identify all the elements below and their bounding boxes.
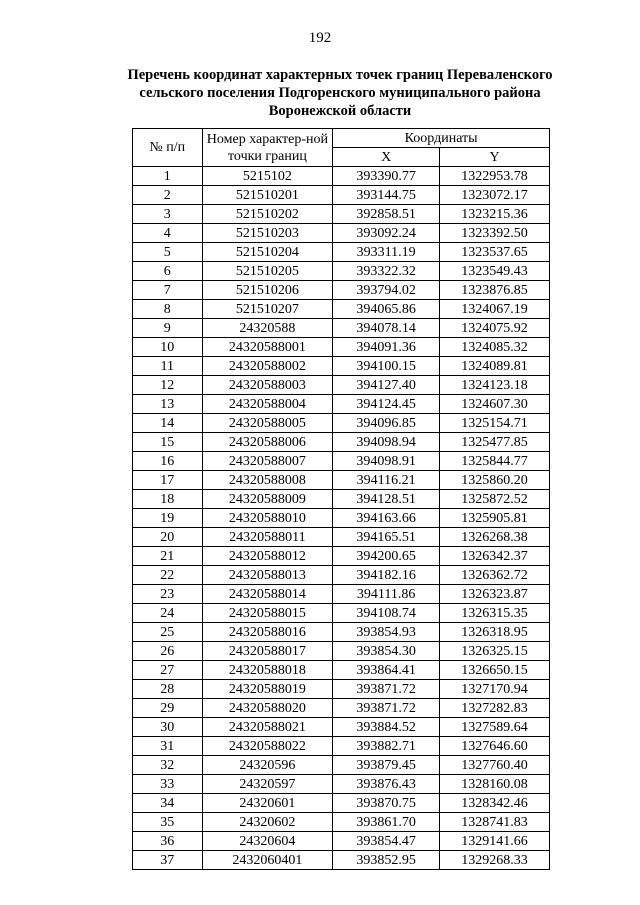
- row-y: 1325154.71: [440, 414, 550, 433]
- row-y: 1323876.85: [440, 281, 550, 300]
- row-x: 394163.66: [333, 509, 440, 528]
- row-y: 1327646.60: [440, 737, 550, 756]
- row-y: 1324085.32: [440, 338, 550, 357]
- row-num: 17: [133, 471, 203, 490]
- row-x: 394116.21: [333, 471, 440, 490]
- row-x: 394098.94: [333, 433, 440, 452]
- row-x: 394100.15: [333, 357, 440, 376]
- row-x: 393854.30: [333, 642, 440, 661]
- row-x: 394165.51: [333, 528, 440, 547]
- table-row: [133, 642, 550, 661]
- row-y: 1325477.85: [440, 433, 550, 452]
- row-x: 393144.75: [333, 186, 440, 205]
- row-num: 5: [133, 243, 203, 262]
- row-point: 24320588020: [202, 699, 333, 718]
- row-num: 9: [133, 319, 203, 338]
- row-num: 18: [133, 490, 203, 509]
- table-row: [133, 167, 550, 186]
- table-row: [133, 452, 550, 471]
- row-x: 393871.72: [333, 680, 440, 699]
- row-y: 1322953.78: [440, 167, 550, 186]
- header-num: № п/п: [133, 129, 203, 167]
- row-y: 1327589.64: [440, 718, 550, 737]
- row-num: 33: [133, 775, 203, 794]
- row-point: 24320588002: [202, 357, 333, 376]
- row-y: 1324067.19: [440, 300, 550, 319]
- table-row: [133, 395, 550, 414]
- row-x: 393864.41: [333, 661, 440, 680]
- table-row: [133, 414, 550, 433]
- row-y: 1328741.83: [440, 813, 550, 832]
- row-x: 393876.43: [333, 775, 440, 794]
- row-point: 24320588009: [202, 490, 333, 509]
- row-y: 1329141.66: [440, 832, 550, 851]
- row-point: 24320588021: [202, 718, 333, 737]
- row-y: 1326325.15: [440, 642, 550, 661]
- row-num: 7: [133, 281, 203, 300]
- row-point: 24320604: [202, 832, 333, 851]
- row-num: 31: [133, 737, 203, 756]
- row-num: 28: [133, 680, 203, 699]
- row-y: 1324089.81: [440, 357, 550, 376]
- row-num: 26: [133, 642, 203, 661]
- table-row: [133, 623, 550, 642]
- row-point: 521510202: [202, 205, 333, 224]
- row-num: 29: [133, 699, 203, 718]
- row-point: 521510203: [202, 224, 333, 243]
- row-point: 24320588: [202, 319, 333, 338]
- row-y: 1329268.33: [440, 851, 550, 870]
- row-y: 1323392.50: [440, 224, 550, 243]
- row-y: 1326362.72: [440, 566, 550, 585]
- table-row: [133, 756, 550, 775]
- table-row: [133, 509, 550, 528]
- row-x: 393322.32: [333, 262, 440, 281]
- row-num: 10: [133, 338, 203, 357]
- row-y: 1326650.15: [440, 661, 550, 680]
- row-num: 2: [133, 186, 203, 205]
- table-row: [133, 262, 550, 281]
- header-y: Y: [440, 148, 550, 167]
- row-point: 24320588011: [202, 528, 333, 547]
- table-row: [133, 718, 550, 737]
- row-point: 24320588016: [202, 623, 333, 642]
- row-num: 30: [133, 718, 203, 737]
- row-point: 24320588001: [202, 338, 333, 357]
- row-num: 35: [133, 813, 203, 832]
- row-x: 394098.91: [333, 452, 440, 471]
- row-x: 393879.45: [333, 756, 440, 775]
- row-x: 394124.45: [333, 395, 440, 414]
- row-point: 24320588007: [202, 452, 333, 471]
- table-row: [133, 243, 550, 262]
- row-num: 20: [133, 528, 203, 547]
- row-num: 11: [133, 357, 203, 376]
- table-row: [133, 794, 550, 813]
- table-row: [133, 376, 550, 395]
- row-y: 1326315.35: [440, 604, 550, 623]
- row-x: 394111.86: [333, 585, 440, 604]
- row-point: 5215102: [202, 167, 333, 186]
- table-row: [133, 851, 550, 870]
- table-row: [133, 319, 550, 338]
- table-row: [133, 528, 550, 547]
- row-x: 393884.52: [333, 718, 440, 737]
- row-y: 1325905.81: [440, 509, 550, 528]
- row-point: 24320602: [202, 813, 333, 832]
- row-y: 1325860.20: [440, 471, 550, 490]
- row-x: 394078.14: [333, 319, 440, 338]
- row-point: 24320588008: [202, 471, 333, 490]
- row-y: 1326323.87: [440, 585, 550, 604]
- table-row: [133, 281, 550, 300]
- row-y: 1327282.83: [440, 699, 550, 718]
- row-num: 12: [133, 376, 203, 395]
- row-x: 394182.16: [333, 566, 440, 585]
- row-num: 21: [133, 547, 203, 566]
- row-num: 27: [133, 661, 203, 680]
- header-point: Номер характер-ной точки границ: [202, 129, 333, 167]
- row-point: 24320588010: [202, 509, 333, 528]
- row-num: 4: [133, 224, 203, 243]
- row-num: 23: [133, 585, 203, 604]
- row-num: 24: [133, 604, 203, 623]
- row-num: 25: [133, 623, 203, 642]
- row-y: 1325844.77: [440, 452, 550, 471]
- row-num: 34: [133, 794, 203, 813]
- row-y: 1324075.92: [440, 319, 550, 338]
- row-point: 24320588017: [202, 642, 333, 661]
- header-coords: Координаты: [333, 129, 550, 148]
- row-num: 16: [133, 452, 203, 471]
- row-point: 521510207: [202, 300, 333, 319]
- row-x: 393870.75: [333, 794, 440, 813]
- row-point: 24320588006: [202, 433, 333, 452]
- table-row: [133, 490, 550, 509]
- row-x: 393311.19: [333, 243, 440, 262]
- row-y: 1323072.17: [440, 186, 550, 205]
- row-x: 393871.72: [333, 699, 440, 718]
- row-point: 24320588012: [202, 547, 333, 566]
- row-point: 521510204: [202, 243, 333, 262]
- row-point: 24320588022: [202, 737, 333, 756]
- row-num: 19: [133, 509, 203, 528]
- table-row: [133, 186, 550, 205]
- table-row: [133, 566, 550, 585]
- row-x: 393854.47: [333, 832, 440, 851]
- table-row: [133, 604, 550, 623]
- table-row: [133, 547, 550, 566]
- row-point: 24320588015: [202, 604, 333, 623]
- row-point: 24320596: [202, 756, 333, 775]
- row-x: 394091.36: [333, 338, 440, 357]
- row-y: 1324123.18: [440, 376, 550, 395]
- header-x: X: [333, 148, 440, 167]
- row-y: 1323215.36: [440, 205, 550, 224]
- row-num: 13: [133, 395, 203, 414]
- row-y: 1326318.95: [440, 623, 550, 642]
- row-point: 521510206: [202, 281, 333, 300]
- row-y: 1327170.94: [440, 680, 550, 699]
- row-num: 14: [133, 414, 203, 433]
- document-title: Перечень координат характерных точек границ Переваленского сельского поселения Подгоренского муниципального района Воронежской области: [127, 67, 553, 119]
- table-row: [133, 699, 550, 718]
- row-num: 22: [133, 566, 203, 585]
- row-num: 8: [133, 300, 203, 319]
- table-row: [133, 300, 550, 319]
- row-x: 394127.40: [333, 376, 440, 395]
- table-row: [133, 661, 550, 680]
- table-row: [133, 585, 550, 604]
- row-num: 1: [133, 167, 203, 186]
- row-y: 1328342.46: [440, 794, 550, 813]
- row-num: 6: [133, 262, 203, 281]
- row-x: 393390.77: [333, 167, 440, 186]
- row-point: 24320588014: [202, 585, 333, 604]
- row-num: 32: [133, 756, 203, 775]
- page-number: 192: [308, 30, 332, 46]
- row-y: 1328160.08: [440, 775, 550, 794]
- table-row: [133, 832, 550, 851]
- row-num: 15: [133, 433, 203, 452]
- row-x: 394128.51: [333, 490, 440, 509]
- row-point: 521510205: [202, 262, 333, 281]
- row-x: 392858.51: [333, 205, 440, 224]
- row-x: 393854.93: [333, 623, 440, 642]
- table-row: [133, 680, 550, 699]
- row-num: 3: [133, 205, 203, 224]
- table-row: [133, 471, 550, 490]
- row-num: 36: [133, 832, 203, 851]
- table-row: [133, 737, 550, 756]
- row-x: 394108.74: [333, 604, 440, 623]
- row-point: 521510201: [202, 186, 333, 205]
- row-num: 37: [133, 851, 203, 870]
- row-point: 2432060401: [202, 851, 333, 870]
- table-row: [133, 224, 550, 243]
- row-x: 394200.65: [333, 547, 440, 566]
- row-x: 393794.02: [333, 281, 440, 300]
- row-point: 24320588004: [202, 395, 333, 414]
- table-row: [133, 357, 550, 376]
- row-point: 24320588003: [202, 376, 333, 395]
- row-point: 24320601: [202, 794, 333, 813]
- row-y: 1324607.30: [440, 395, 550, 414]
- row-point: 24320597: [202, 775, 333, 794]
- table-row: [133, 813, 550, 832]
- table-row: [133, 205, 550, 224]
- row-y: 1325872.52: [440, 490, 550, 509]
- table-header: [133, 129, 550, 167]
- row-point: 24320588019: [202, 680, 333, 699]
- row-point: 24320588018: [202, 661, 333, 680]
- row-point: 24320588005: [202, 414, 333, 433]
- row-y: 1323537.65: [440, 243, 550, 262]
- row-y: 1327760.40: [440, 756, 550, 775]
- row-y: 1326342.37: [440, 547, 550, 566]
- row-point: 24320588013: [202, 566, 333, 585]
- coordinates-table: [132, 128, 550, 870]
- table-row: [133, 433, 550, 452]
- table-body: [133, 167, 550, 870]
- row-x: 393882.71: [333, 737, 440, 756]
- row-x: 394096.85: [333, 414, 440, 433]
- row-x: 393092.24: [333, 224, 440, 243]
- row-x: 393861.70: [333, 813, 440, 832]
- row-x: 393852.95: [333, 851, 440, 870]
- row-y: 1323549.43: [440, 262, 550, 281]
- table-row: [133, 775, 550, 794]
- row-x: 394065.86: [333, 300, 440, 319]
- row-y: 1326268.38: [440, 528, 550, 547]
- table-row: [133, 338, 550, 357]
